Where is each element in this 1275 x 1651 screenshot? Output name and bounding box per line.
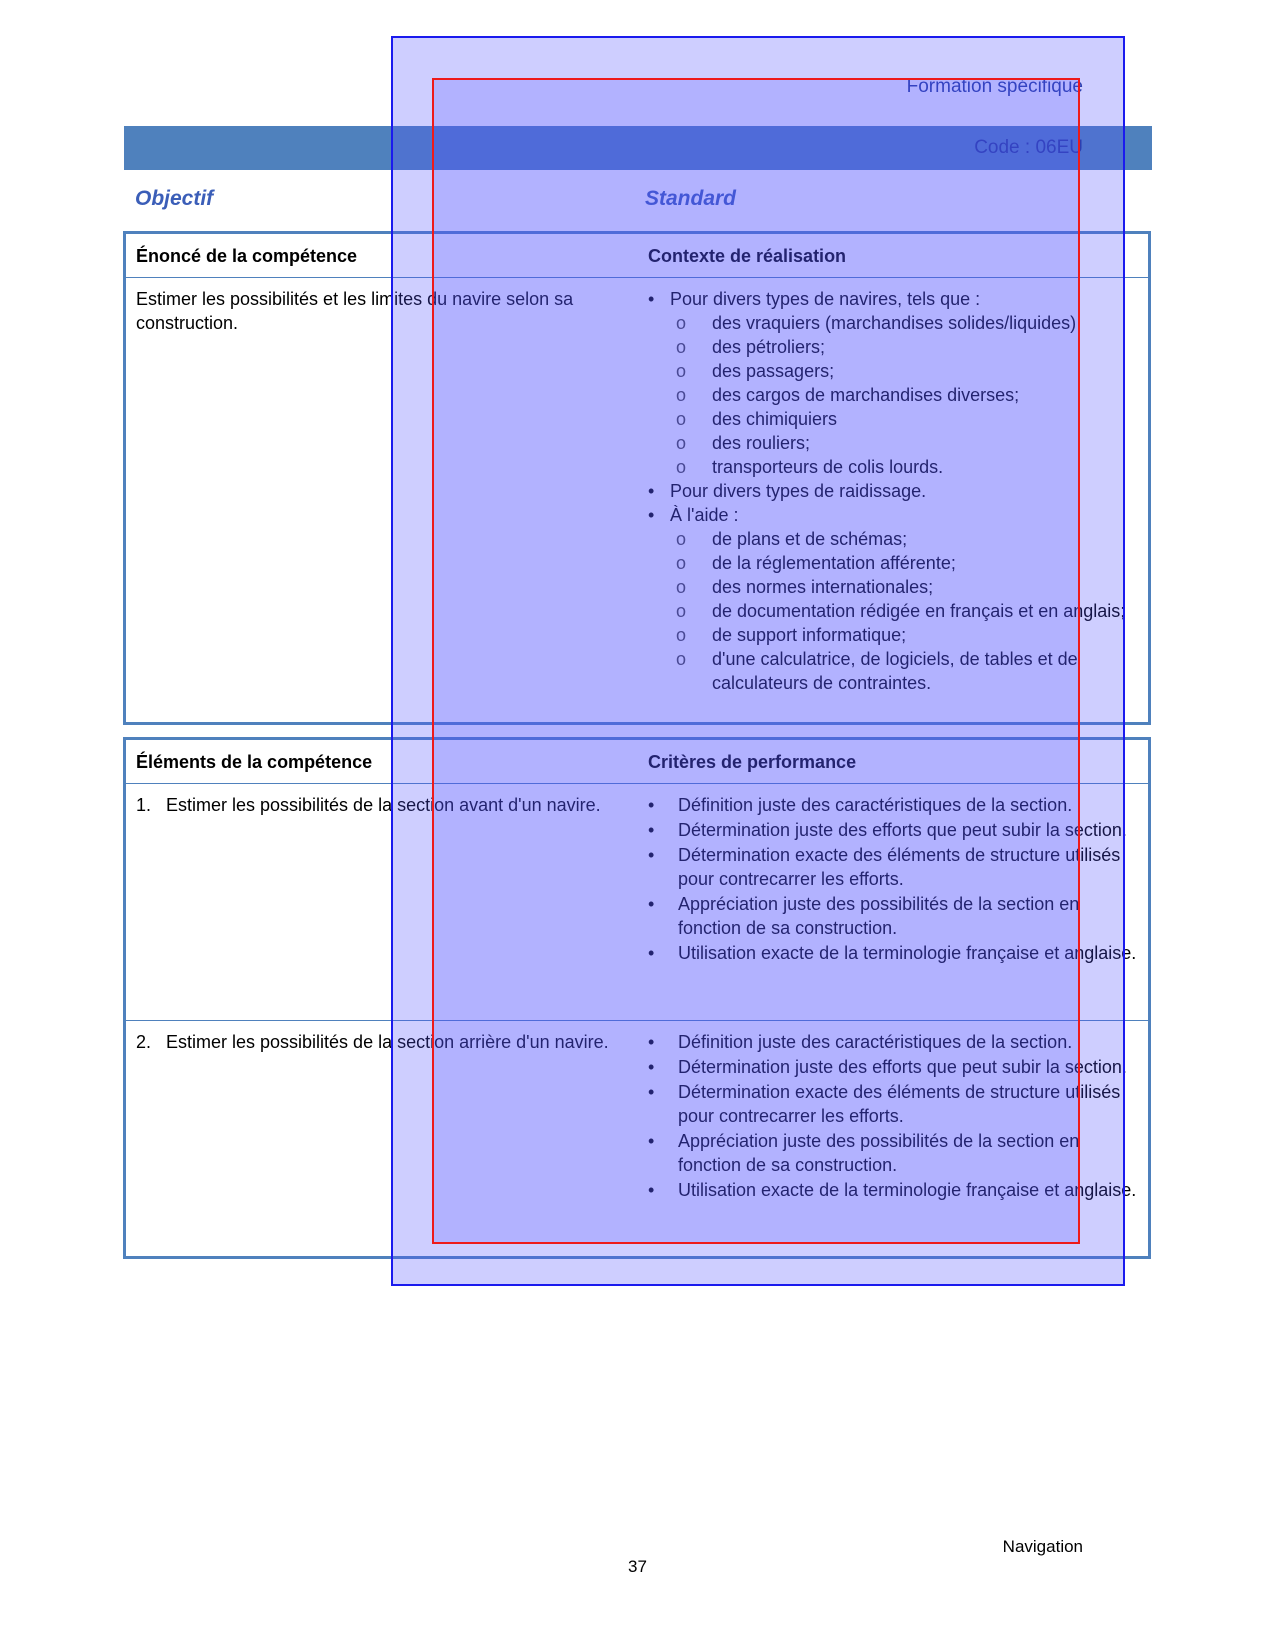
criterion-item: • Définition juste des caractéristiques de la section. <box>648 1032 1073 1052</box>
bullet-icon: • <box>648 505 655 525</box>
element-text: Estimer les possibilités de la section arrière d'un navire. <box>166 1032 609 1052</box>
context-subitem: o de documentation rédigée en français et en anglais; <box>676 601 1126 621</box>
sub-bullet-icon: o <box>676 553 687 573</box>
element-number: 1. <box>136 795 152 815</box>
sub-bullet-icon: o <box>676 625 687 645</box>
navigation-link[interactable]: Navigation <box>1002 1537 1083 1556</box>
bullet-icon: • <box>648 1082 655 1102</box>
context-item: • Pour divers types de navires, tels que : <box>648 289 981 309</box>
bullet-icon: • <box>648 481 655 501</box>
sub-bullet-icon: o <box>676 433 687 453</box>
criterion-item: • Définition juste des caractéristiques de la section. <box>648 795 1073 815</box>
criterion-item: • Détermination juste des efforts que peut subir la section. <box>648 820 1127 840</box>
element-number: 2. <box>136 1032 152 1052</box>
course-code: Code : 06EU <box>974 137 1083 158</box>
elements-title: Éléments de la compétence <box>136 752 373 772</box>
context-item: • À l'aide : <box>648 505 739 525</box>
sub-bullet-icon: o <box>676 649 687 669</box>
element-text: Estimer les possibilités de la section avant d'un navire. <box>166 795 601 815</box>
bullet-icon: • <box>648 820 655 840</box>
sub-bullet-icon: o <box>676 361 687 381</box>
bullet-icon: • <box>648 1032 655 1052</box>
context-item: • Pour divers types de raidissage. <box>648 481 927 501</box>
program-title: Formation spécifique <box>906 76 1083 97</box>
context-subitem: o des passagers; <box>676 361 835 381</box>
context-subitem: o des normes internationales; <box>676 577 934 597</box>
sub-bullet-icon: o <box>676 577 687 597</box>
context-subitem: o de la réglementation afférente; <box>676 553 956 573</box>
context-subitem: o transporteurs de colis lourds. <box>676 457 944 477</box>
criterion-item: • Détermination exacte des éléments de structure utilisés pour contrecarrer les efforts. <box>648 1082 1121 1126</box>
bullet-icon: • <box>648 795 655 815</box>
bullet-icon: • <box>648 1131 655 1151</box>
context-subitem: o des pétroliers; <box>676 337 826 357</box>
criterion-item: • Appréciation juste des possibilités de la section en fonction de sa construction. <box>648 1131 1080 1175</box>
sub-bullet-icon: o <box>676 337 687 357</box>
sub-bullet-icon: o <box>676 529 687 549</box>
standard-heading: Standard <box>645 187 737 210</box>
bullet-icon: • <box>648 845 655 865</box>
bullet-icon: • <box>648 289 655 309</box>
sub-bullet-icon: o <box>676 457 687 477</box>
criterion-item: • Utilisation exacte de la terminologie française et anglaise. <box>648 1180 1137 1200</box>
sub-bullet-icon: o <box>676 601 687 621</box>
bullet-icon: • <box>648 1057 655 1077</box>
bullet-icon: • <box>648 943 655 963</box>
selection-overlay-inner <box>432 78 1080 1244</box>
bullet-icon: • <box>648 894 655 914</box>
criteria-title: Critères de performance <box>648 752 857 772</box>
bullet-icon: • <box>648 1180 655 1200</box>
context-subitem: o des vraquiers (marchandises solides/liquides) <box>676 313 1077 333</box>
criterion-item: • Détermination juste des efforts que peut subir la section. <box>648 1057 1127 1077</box>
sub-bullet-icon: o <box>676 313 687 333</box>
context-subitem: o d'une calculatrice, de logiciels, de tables et de calculateurs de contraintes. <box>676 649 1078 693</box>
context-subitem: o des cargos de marchandises diverses; <box>676 385 1020 405</box>
page-number: 37 <box>628 1557 647 1576</box>
context-subitem: o de plans et de schémas; <box>676 529 908 549</box>
objective-heading: Objectif <box>135 187 214 210</box>
criterion-item: • Utilisation exacte de la terminologie française et anglaise. <box>648 943 1137 963</box>
criterion-item: • Appréciation juste des possibilités de la section en fonction de sa construction. <box>648 894 1080 938</box>
competence-statement: Estimer les possibilités et les limites du navire selon sa construction. <box>136 289 574 333</box>
sub-bullet-icon: o <box>676 409 687 429</box>
context-subitem: o des rouliers; <box>676 433 811 453</box>
sub-bullet-icon: o <box>676 385 687 405</box>
competence-statement-title: Énoncé de la compétence <box>136 246 358 266</box>
context-subitem: o de support informatique; <box>676 625 907 645</box>
context-subitem: o des chimiquiers <box>676 409 838 429</box>
criterion-item: • Détermination exacte des éléments de structure utilisés pour contrecarrer les efforts. <box>648 845 1121 889</box>
context-title: Contexte de réalisation <box>648 246 847 266</box>
